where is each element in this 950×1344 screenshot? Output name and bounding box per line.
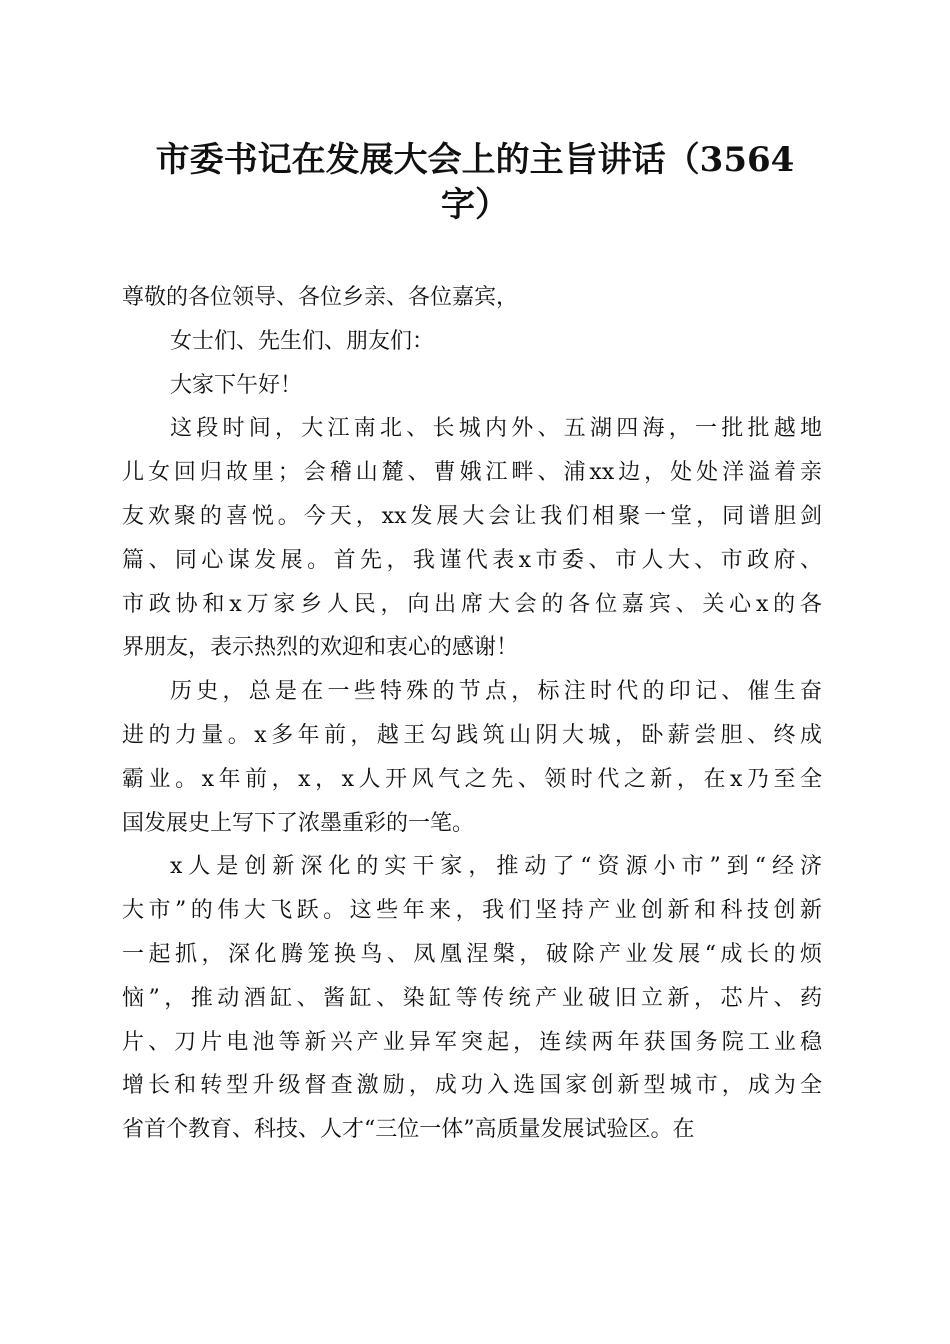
paragraph-line: 国发展史上写下了浓墨重彩的一笔。 <box>122 810 475 836</box>
paragraph-line: 市政协和x万家乡人民，向出席大会的各位嘉宾、关心x的各 <box>122 591 822 617</box>
paragraph <box>122 670 822 845</box>
paragraph-line: 女士们、先生们、朋友们： <box>170 328 435 354</box>
paragraph-line: 友欢聚的喜悦。今天，xx发展大会让我们相聚一堂，同谱胆剑 <box>122 503 822 529</box>
paragraph-line: 霸业。x年前，x，x人开风气之先、领时代之新，在x乃至全 <box>122 766 822 792</box>
paragraph-line: 增长和转型升级督查激励，成功入选国家创新型城市，成为全 <box>122 1073 822 1099</box>
paragraph <box>122 276 822 320</box>
paragraph-line: 一起抓，深化腾笼换鸟、凤凰涅槃，破除产业发展“成长的烦 <box>122 941 822 967</box>
paragraph-line: 大家下午好！ <box>170 372 303 398</box>
paragraph-line: 进的力量。x多年前，越王勾践筑山阴大城，卧薪尝胆、终成 <box>122 722 822 748</box>
paragraph-line: 儿女回归故里；会稽山麓、曹娥江畔、浦xx边，处处洋溢着亲 <box>122 460 822 486</box>
paragraph-line: 大市”的伟大飞跃。这些年来，我们坚持产业创新和科技创新 <box>122 898 822 924</box>
document-body <box>122 276 822 1152</box>
paragraph-line: 这段时间，大江南北、长城内外、五湖四海，一批批越地 <box>170 416 822 442</box>
paragraph <box>122 407 822 670</box>
paragraph-line: 尊敬的各位领导、各位乡亲、各位嘉宾， <box>122 285 519 310</box>
document-title-line-1: 市委书记在发展大会上的主旨讲话（3564 <box>155 140 795 180</box>
paragraph <box>122 845 822 1152</box>
paragraph-line: 省首个教育、科技、人才“三位一体”高质量发展试验区。在 <box>122 1117 695 1143</box>
paragraph-line: 历史，总是在一些特殊的节点，标注时代的印记、催生奋 <box>170 679 822 705</box>
paragraph-line: 恼”，推动酒缸、酱缸、染缸等传统产业破旧立新，芯片、药 <box>122 985 822 1011</box>
paragraph-line: 篇、同心谋发展。首先，我谨代表x市委、市人大、市政府、 <box>122 547 822 573</box>
paragraph-line: 界朋友，表示热烈的欢迎和衷心的感谢！ <box>122 635 519 661</box>
paragraph <box>122 364 822 408</box>
paragraph-line: 片、刀片电池等新兴产业异军突起，连续两年获国务院工业稳 <box>122 1029 822 1055</box>
paragraph-line: x人是创新深化的实干家，推动了“资源小市”到“经济 <box>170 854 822 880</box>
paragraph <box>122 320 822 364</box>
document-title-line-2: 字） <box>441 185 509 225</box>
